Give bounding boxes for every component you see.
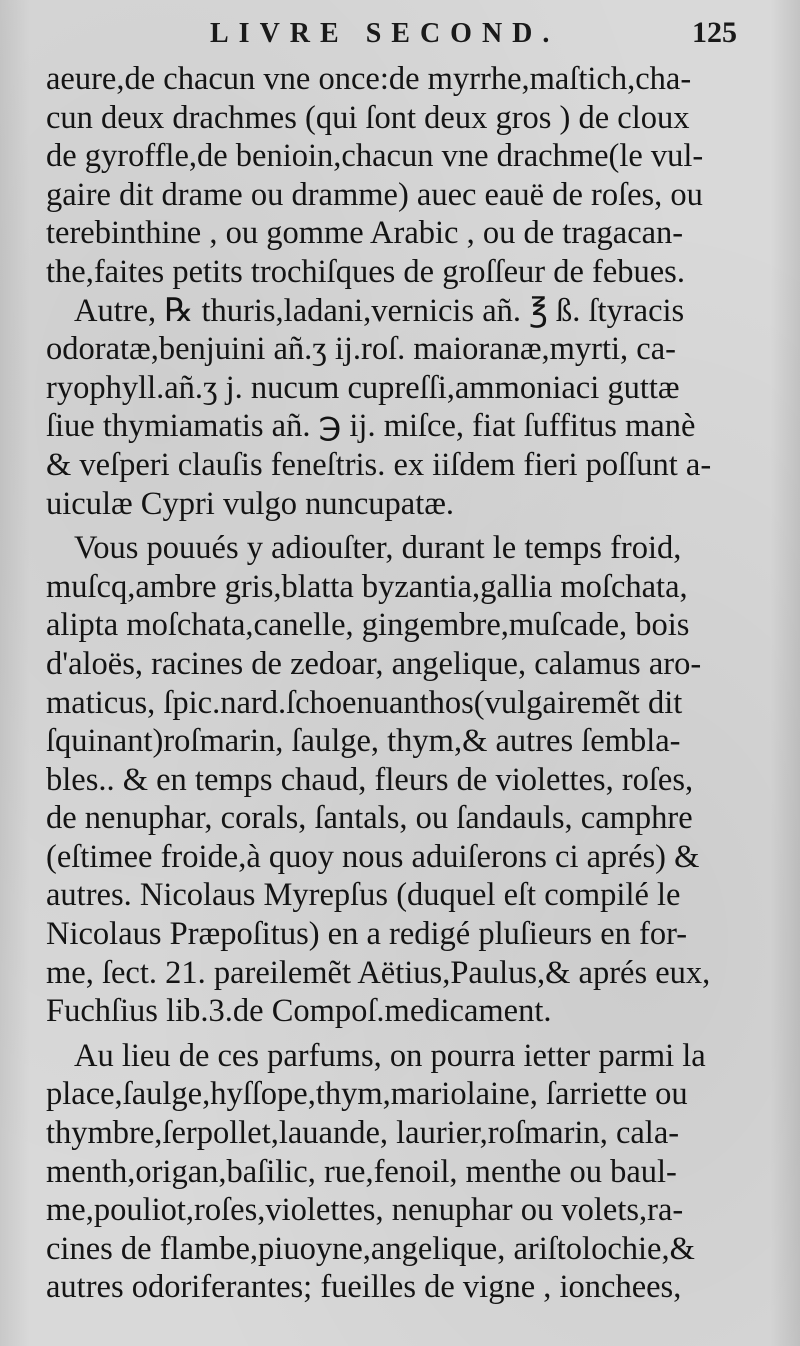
text-line: menth,origan,baſilic, rue,fenoil, menthe ou baul-: [46, 1153, 677, 1190]
text-line: ſiue thymiamatis añ. ℈ ij. miſce, fiat ſuffitus manè: [46, 408, 696, 445]
text-line: thymbre,ſerpollet,lauande, laurier,roſmarin, cala-: [46, 1115, 680, 1152]
text-line: ryophyll.añ.ʒ j. nucum cupreſſi,ammoniaci guttæ: [46, 369, 680, 406]
text-line: Autre, ℞ thuris,ladani,vernicis añ. ℥ ß. ſtyracis: [74, 292, 685, 329]
paragraph: [46, 529, 758, 1031]
text-line: d'aloës, racines de zedoar, angelique, calamus aro-: [46, 645, 702, 682]
paragraph: [46, 292, 758, 524]
text-line: cun deux drachmes (qui ſont deux gros ) de cloux: [46, 99, 690, 136]
page-number: 125: [692, 16, 737, 49]
text-line: me,pouliot,roſes,violettes, nenuphar ou volets,ra-: [46, 1192, 684, 1229]
text-line: place,ſaulge,hyſſope,thym,mariolaine, ſarriette ou: [46, 1076, 688, 1113]
text-line: de gyroffle,de benioin,chacun vne drachme(le vul-: [46, 138, 704, 175]
text-line: muſcq,ambre gris,blatta byzantia,gallia moſchata,: [46, 568, 688, 605]
text-line: ſquinant)roſmarin, ſaulge, thym,& autres ſembla-: [46, 723, 681, 760]
text-line: Nicolaus Præpoſitus) en a redigé pluſieurs en for-: [46, 916, 688, 953]
text-line: (eſtimee froide,à quoy nous aduiſerons ci aprés) &: [46, 838, 700, 875]
page-header: [0, 14, 800, 54]
text-line: uiculæ Cypri vulgo nuncupatæ.: [46, 485, 455, 522]
text-line: alipta moſchata,canelle, gingembre,muſcade, bois: [46, 607, 690, 644]
text-line: autres. Nicolaus Myrepſus (duquel eſt compilé le: [46, 877, 681, 914]
text-line: aeure,de chacun vne once:de myrrhe,maſtich,cha-: [46, 61, 692, 97]
text-line: maticus, ſpic.nard.ſchoenuanthos(vulgairemẽt dit: [46, 684, 683, 721]
body-text: [46, 60, 758, 1307]
text-line: Fuchſius lib.3.de Compoſ.medicament.: [46, 993, 552, 1030]
text-line: gaire dit drame ou dramme) auec eauë de roſes, ou: [46, 176, 703, 213]
text-line: Au lieu de ces parfums, on pourra ietter parmi la: [74, 1037, 706, 1074]
paragraph: [46, 60, 758, 292]
text-line: & veſperi clauſis feneſtris. ex iiſdem fieri poſſunt a-: [46, 446, 712, 483]
running-head: LIVRE SECOND.: [210, 18, 560, 49]
text-line: me, ſect. 21. pareilemẽt Aëtius,Paulus,& aprés eux,: [46, 954, 711, 991]
text-line: autres odoriferantes; fueilles de vigne , ionchees,: [46, 1269, 682, 1306]
text-line: de nenuphar, corals, ſantals, ou ſandauls, camphre: [46, 800, 693, 837]
paragraph: [46, 1037, 758, 1307]
text-line: cines de flambe,piuoyne,angelique, ariſtolochie,&: [46, 1230, 695, 1267]
text-line: Vous pouués y adiouſter, durant le temps froid,: [74, 530, 682, 567]
text-line: terebinthine , ou gomme Arabic , ou de tragacan-: [46, 215, 684, 252]
text-line: odoratæ,benjuini añ.ʒ ij.roſ. maioranæ,myrti, ca-: [46, 331, 676, 368]
text-line: bles.. & en temps chaud, fleurs de violettes, roſes,: [46, 761, 694, 798]
text-line: the,faites petits trochiſques de groſſeur de febues.: [46, 253, 685, 290]
